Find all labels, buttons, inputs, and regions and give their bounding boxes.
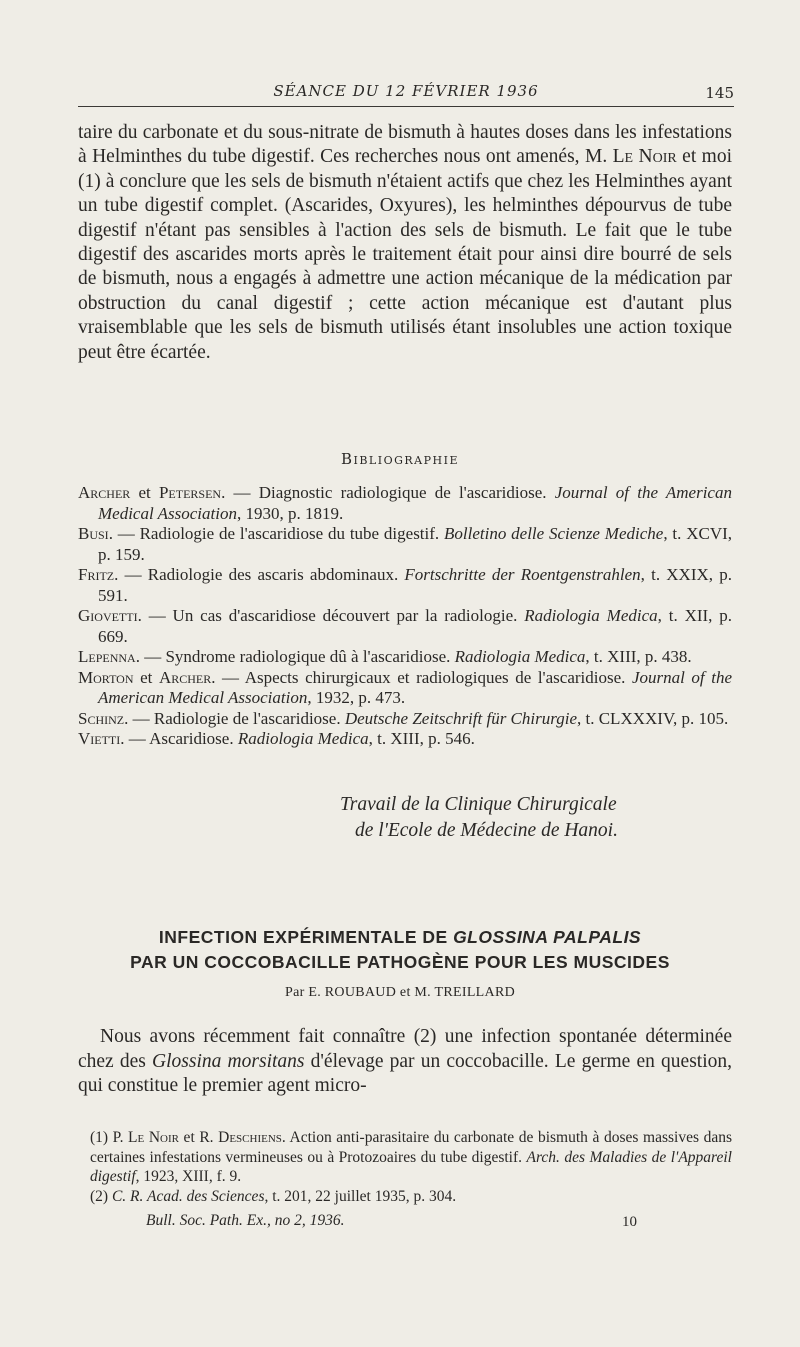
ref-title: . — Radiologie de l'ascaridiose du tube digestif. [108, 524, 444, 543]
ref-title: . — Un cas d'ascaridiose découvert par la radiologie. [137, 606, 525, 625]
fn-text: et R. [178, 1129, 219, 1146]
fn-text: (1) P. [90, 1129, 129, 1146]
ref-author: Busi [78, 524, 109, 543]
bibliography-ref [78, 647, 732, 668]
ref-author: Morton [78, 667, 134, 687]
ref-author2: Archer [158, 667, 212, 687]
fn-tail: , t. 201, 22 juillet 1935, p. 304. [264, 1187, 457, 1205]
ref-tail: , 1932, p. 473. [307, 688, 406, 707]
footnote-1 [78, 1128, 732, 1187]
intro-text-start: Nous avons récemment fait connaître (2) une infection spontanée déterminée chez des [78, 1026, 732, 1072]
author-name-le-noir: Le Noir [612, 146, 677, 168]
bibliography-ref [78, 524, 732, 565]
bibliography-ref [78, 483, 732, 524]
institution-signature [0, 792, 800, 844]
bibliography-ref [78, 709, 732, 730]
bibliography-title: Bibliographie [340, 450, 459, 468]
bibliography-ref [78, 565, 732, 606]
fn-text: (2) [90, 1187, 112, 1205]
bulletin-citation: Bull. Soc. Path. Ex., no 2, 1936. [146, 1212, 345, 1229]
ref-journal: Fortschritte der Roentgenstrahlen [404, 565, 641, 584]
signature-line-1: Travail de la Clinique Chirurgicale [340, 794, 617, 815]
ref-author: Schinz [78, 708, 125, 728]
fn-journal: C. R. Acad. des Sciences [111, 1187, 265, 1205]
ref-journal: Radiologia Medica [454, 647, 586, 666]
running-title: SÉANCE DU 12 FÉVRIER 1936 [273, 82, 539, 100]
ref-journal: Radiologia Medica [524, 606, 658, 625]
paragraph-text-start: taire du carbonate et du sous-nitrate de bismuth à hautes doses dans les infestations à Helminthes du tube digestif. Ces recherches nous ont amenés, M. [78, 122, 732, 168]
article-intro [78, 1025, 732, 1099]
ref-author2: Petersen [158, 483, 222, 502]
fn-author: Le Noir [128, 1129, 179, 1146]
bibliography-ref [78, 668, 732, 709]
ref-tail: , t. XII, p. 669. [98, 606, 733, 646]
ref-tail: , t. XCVI, p. 159. [98, 524, 733, 564]
paragraph-text-end: et moi (1) à conclure que les sels de bismuth n'étaient actifs que chez les Helminthes ayant un tube digestif complet. (Ascarides, Oxyures), les helminthes dépourvus de tube digestif n'étant pas sensibles à l'action des sels de bismuth. Le fait que le tube digestif des ascarides morts après le traitement était pour ainsi dire bourré de sels de bismuth, nous a engagés à admettre une action mécanique de la médication par obstruction du canal digestif ; cette action mécanique est d'autant plus vraisemblable que les sels de bismuth utilisés étant insolubles une action toxique peut être écartée. [78, 146, 732, 363]
body-paragraph [78, 121, 732, 365]
fn-tail: , 1923, XIII, f. 9. [135, 1168, 242, 1185]
ref-journal: Journal of the American Medical Association [98, 483, 732, 523]
ref-connector: et [133, 667, 159, 687]
ref-title: . — Aspects chirurgicaux et radiologiques de l'ascaridiose. [211, 667, 632, 687]
footnote-2 [78, 1187, 732, 1207]
article-title-line-1 [0, 925, 800, 950]
ref-title: . — Ascaridiose. [120, 729, 238, 748]
ref-journal: Journal of the American Medical Association [98, 667, 732, 707]
ref-tail: , t. CLXXXIV, p. 105. [577, 708, 729, 728]
running-head [78, 80, 734, 107]
ref-author: Fritz [78, 565, 115, 584]
ref-author: Lepenna [78, 647, 136, 666]
page-number: 145 [705, 84, 734, 102]
ref-author: Giovetti [78, 606, 138, 625]
ref-tail: , 1930, p. 1819. [236, 503, 344, 523]
ref-journal: Deutsche Zeitschrift für Chirurgie [344, 708, 577, 728]
article-title-line-2: PAR UN COCCOBACILLE PATHOGÈNE POUR LES MUSCIDES [130, 952, 670, 972]
title-prefix: INFECTION EXPÉRIMENTALE DE [158, 927, 454, 947]
ref-journal: Bolletino delle Scienze Mediche [444, 524, 664, 543]
ref-journal: Radiologia Medica [237, 729, 369, 748]
bibliography-ref [78, 729, 732, 750]
article-authors: Par E. ROUBAUD et M. TREILLARD [284, 985, 515, 1000]
title-species: GLOSSINA PALPALIS [453, 927, 642, 947]
intro-text-end: d'élevage par un coccobacille. Le germe en question, qui constitue le premier agent micro- [78, 1050, 732, 1096]
ref-title: . — Syndrome radiologique dû à l'ascaridiose. [135, 647, 455, 666]
ref-author: Vietti [78, 729, 121, 748]
fn-journal: Arch. des Maladies de l'Appareil digestif [90, 1148, 732, 1185]
ref-tail: , t. XIII, p. 546. [368, 729, 475, 748]
ref-author: Archer [78, 483, 131, 502]
ref-title: . — Radiologie de l'ascaridiose. [124, 708, 345, 728]
intro-species: Glossina morsitans [152, 1050, 305, 1072]
bibliography-ref [78, 606, 732, 647]
ref-tail: , t. XIII, p. 438. [585, 647, 692, 666]
article-title [0, 925, 800, 975]
signature-mark: 10 [622, 1214, 637, 1230]
signature-line-2: de l'Ecole de Médecine de Hanoi. [355, 820, 618, 841]
footnotes [78, 1128, 732, 1206]
fn-author: Deschiens [218, 1129, 282, 1146]
bibliography-list [78, 483, 732, 750]
ref-title: . — Radiologie des ascaris abdominaux. [114, 565, 405, 584]
ref-connector: et [130, 483, 159, 502]
ref-tail: , t. XXIX, p. 591. [98, 565, 732, 605]
ref-title: . — Diagnostic radiologique de l'ascaridiose. [221, 483, 555, 502]
fn-text: . Action anti-parasitaire du carbonate de bismuth à doses massives dans certaines infestations vermineuses ou à Protozoaires du tube digestif. [90, 1129, 732, 1166]
